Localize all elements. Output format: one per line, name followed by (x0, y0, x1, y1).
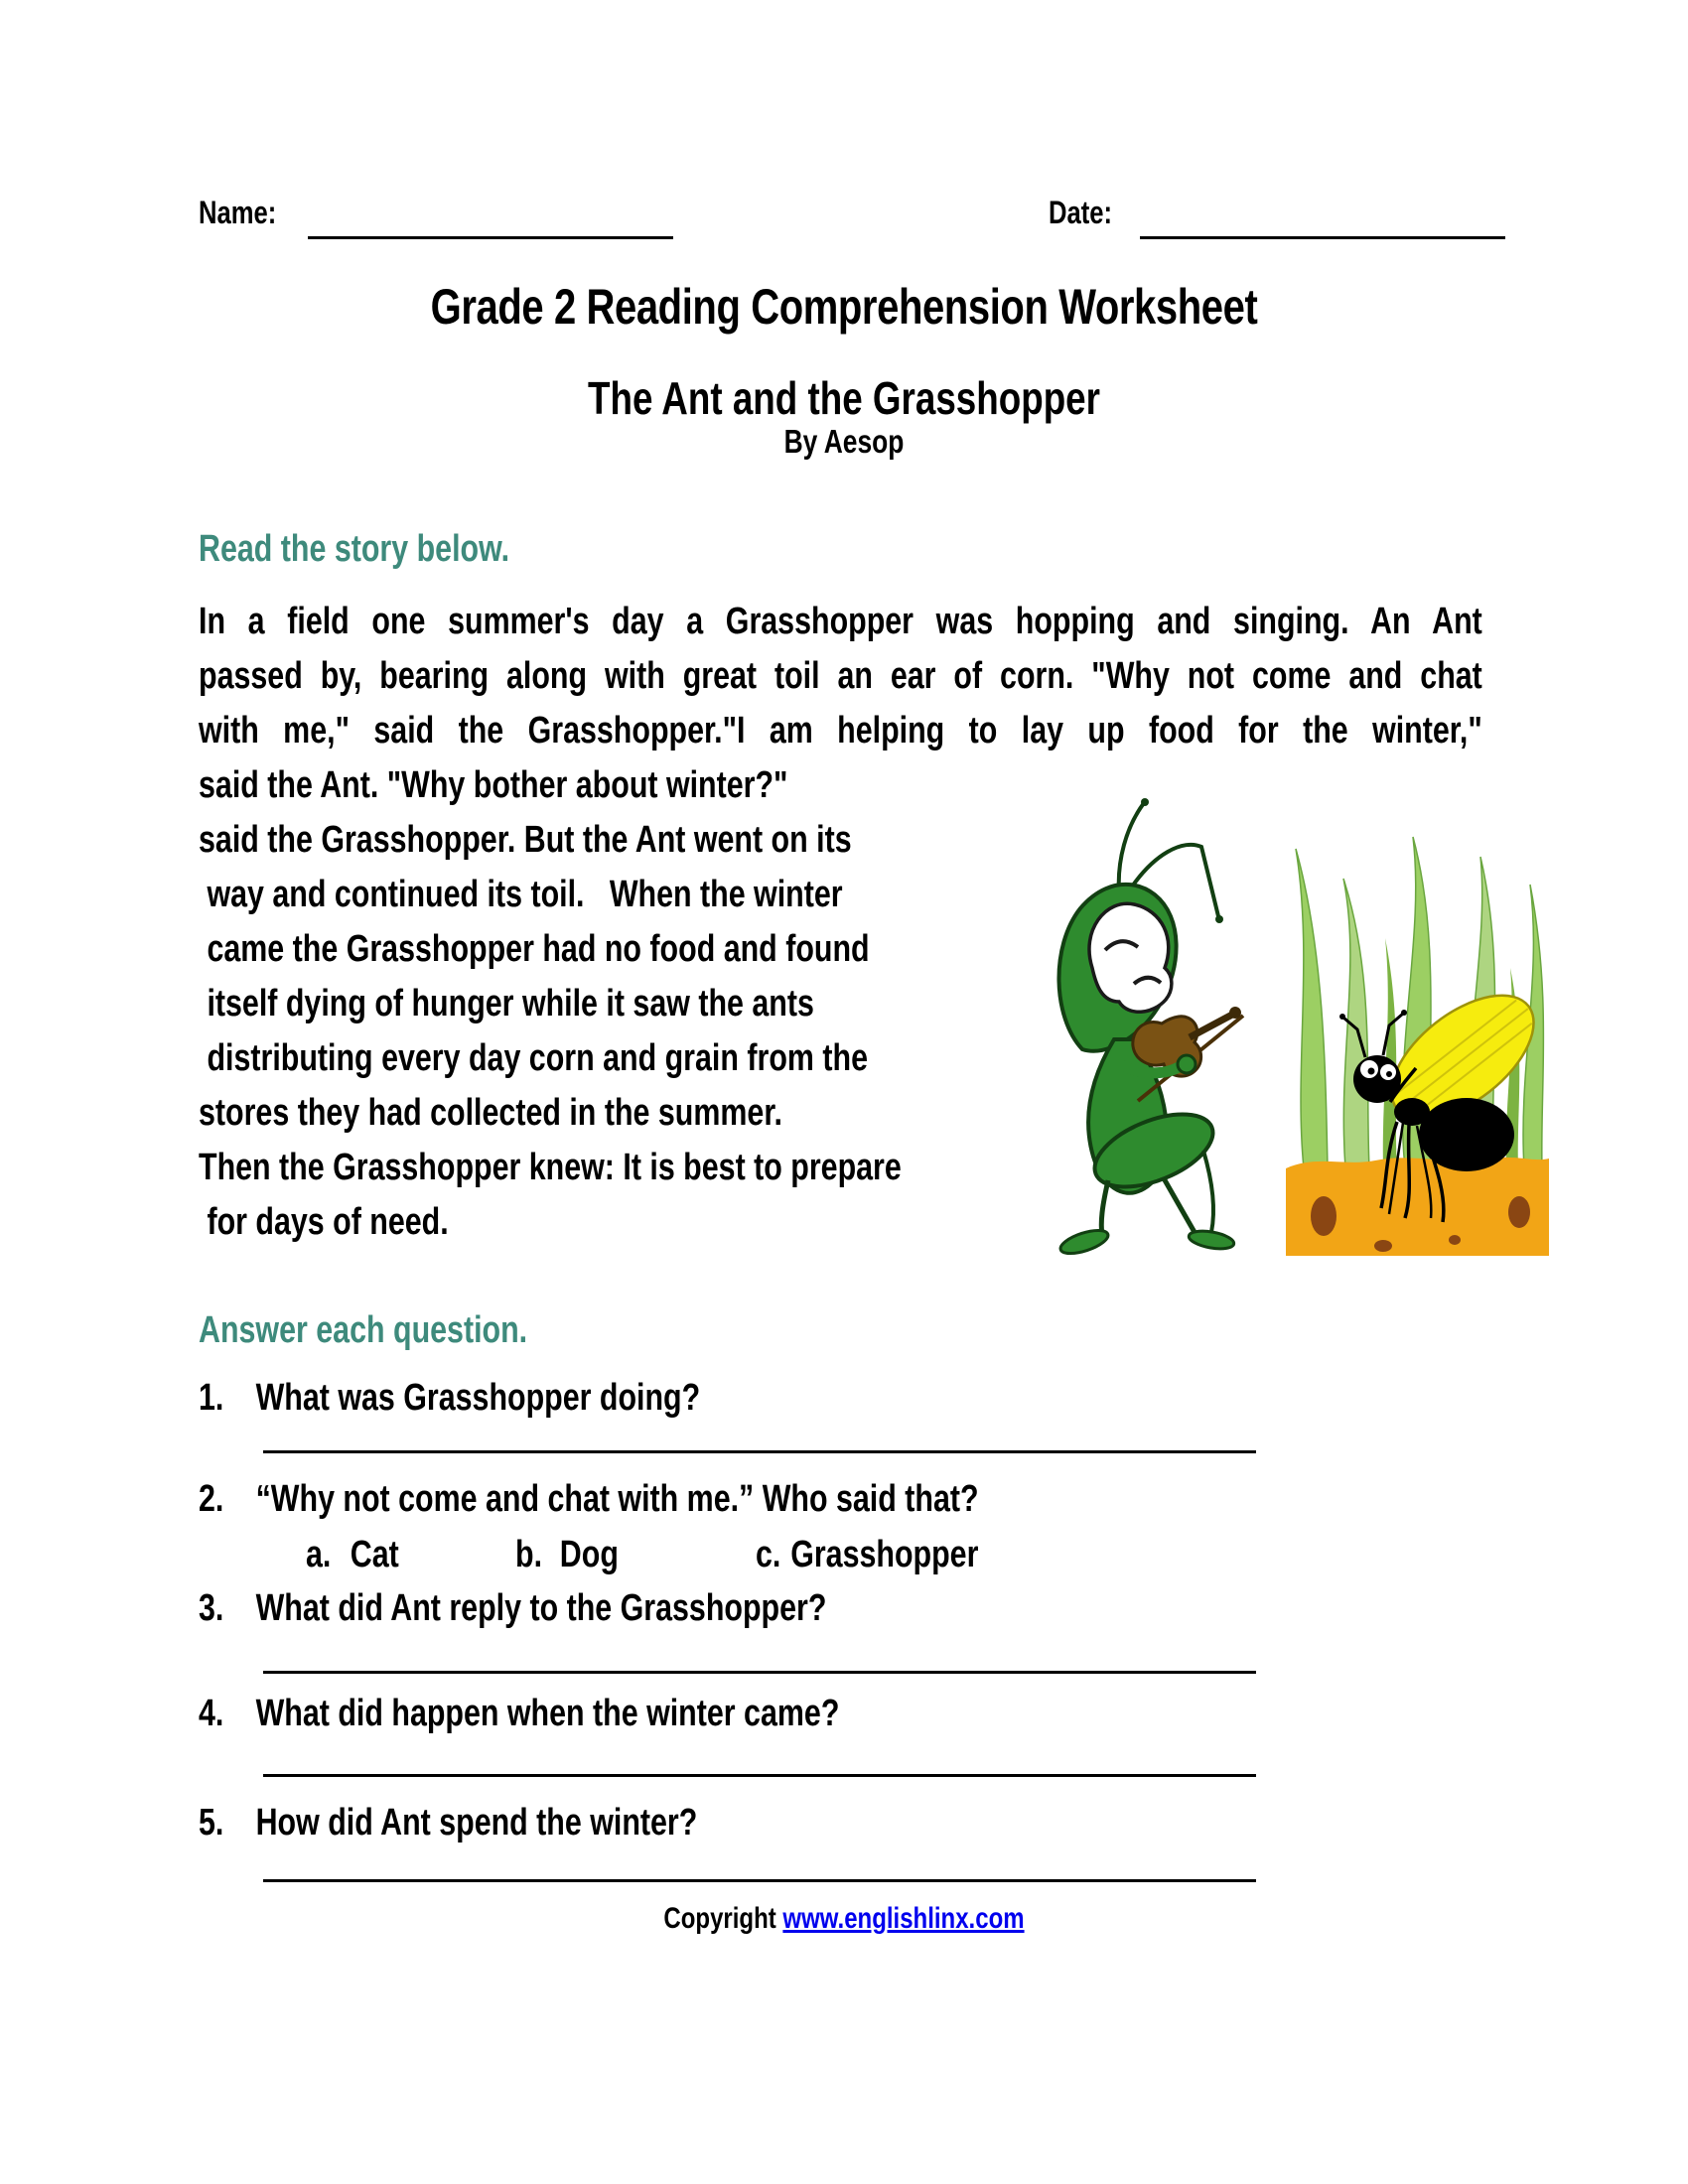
story-line: said the Ant. "Why bother about winter?" (199, 764, 788, 806)
story-line: way and continued its toil. When the winter (199, 874, 843, 915)
byline: By Aesop (783, 423, 905, 460)
copyright-label: Copyright (663, 1902, 776, 1935)
question-number: 4. (199, 1693, 224, 1734)
question-2 (199, 1478, 979, 1521)
option-c (756, 1534, 978, 1576)
story-line: with me," said the Grasshopper."I am helping to lay up food for the winter," (199, 710, 1482, 751)
option-letter: c. (756, 1534, 781, 1575)
date-label: Date: (1049, 195, 1113, 230)
question-5 (199, 1802, 697, 1844)
option-text: Dog (559, 1534, 619, 1575)
question-text: “Why not come and chat with me.” Who said that? (255, 1478, 979, 1520)
name-label: Name: (199, 195, 277, 230)
date-blank-line (1140, 236, 1505, 239)
question-text: How did Ant spend the winter? (255, 1802, 698, 1843)
question-4 (199, 1693, 839, 1735)
englishlinx-link[interactable]: www.englishlinx.com (782, 1902, 1025, 1935)
story-line: for days of need. (199, 1201, 449, 1243)
answer-blank-line (263, 1450, 1256, 1453)
question-number: 2. (199, 1478, 224, 1520)
footer (169, 1902, 1519, 1936)
story-line: came the Grasshopper had no food and found (199, 928, 870, 970)
story-line: Then the Grasshopper knew: It is best to prepare (199, 1147, 902, 1188)
question-text: What did happen when the winter came? (255, 1693, 840, 1734)
story-line: distributing every day corn and grain from the (199, 1037, 868, 1079)
grasshopper-illustration (1023, 789, 1251, 1261)
story-line: said the Grasshopper. But the Ant went on its (199, 819, 852, 861)
answer-blank-line (263, 1879, 1256, 1882)
worksheet-title: Grade 2 Reading Comprehension Worksheet (430, 279, 1258, 335)
answer-blank-line (263, 1671, 1256, 1674)
question-text: What did Ant reply to the Grasshopper? (255, 1587, 827, 1629)
story-line: In a field one summer's day a Grasshopper was hopping and singing. An Ant (199, 601, 1482, 642)
question-number: 5. (199, 1802, 224, 1843)
ant-illustration (1286, 819, 1549, 1256)
story-line: passed by, bearing along with great toil an ear of corn. "Why not come and chat (199, 655, 1482, 697)
story-line: itself dying of hunger while it saw the ants (199, 983, 814, 1024)
question-1 (199, 1377, 700, 1420)
question-text: What was Grasshopper doing? (255, 1377, 701, 1419)
option-letter: b. (515, 1534, 543, 1575)
read-story-heading: Read the story below. (199, 528, 510, 570)
story-line: stores they had collected in the summer. (199, 1092, 782, 1134)
story-title: The Ant and the Grasshopper (588, 372, 1100, 424)
question-3 (199, 1587, 826, 1630)
answer-questions-heading: Answer each question. (199, 1309, 528, 1351)
name-blank-line (308, 236, 673, 239)
option-text: Grasshopper (790, 1534, 979, 1575)
option-a (306, 1534, 399, 1576)
question-number: 1. (199, 1377, 224, 1419)
option-letter: a. (306, 1534, 332, 1575)
option-text: Cat (350, 1534, 399, 1575)
question-number: 3. (199, 1587, 224, 1629)
answer-blank-line (263, 1774, 1256, 1777)
option-b (515, 1534, 619, 1576)
